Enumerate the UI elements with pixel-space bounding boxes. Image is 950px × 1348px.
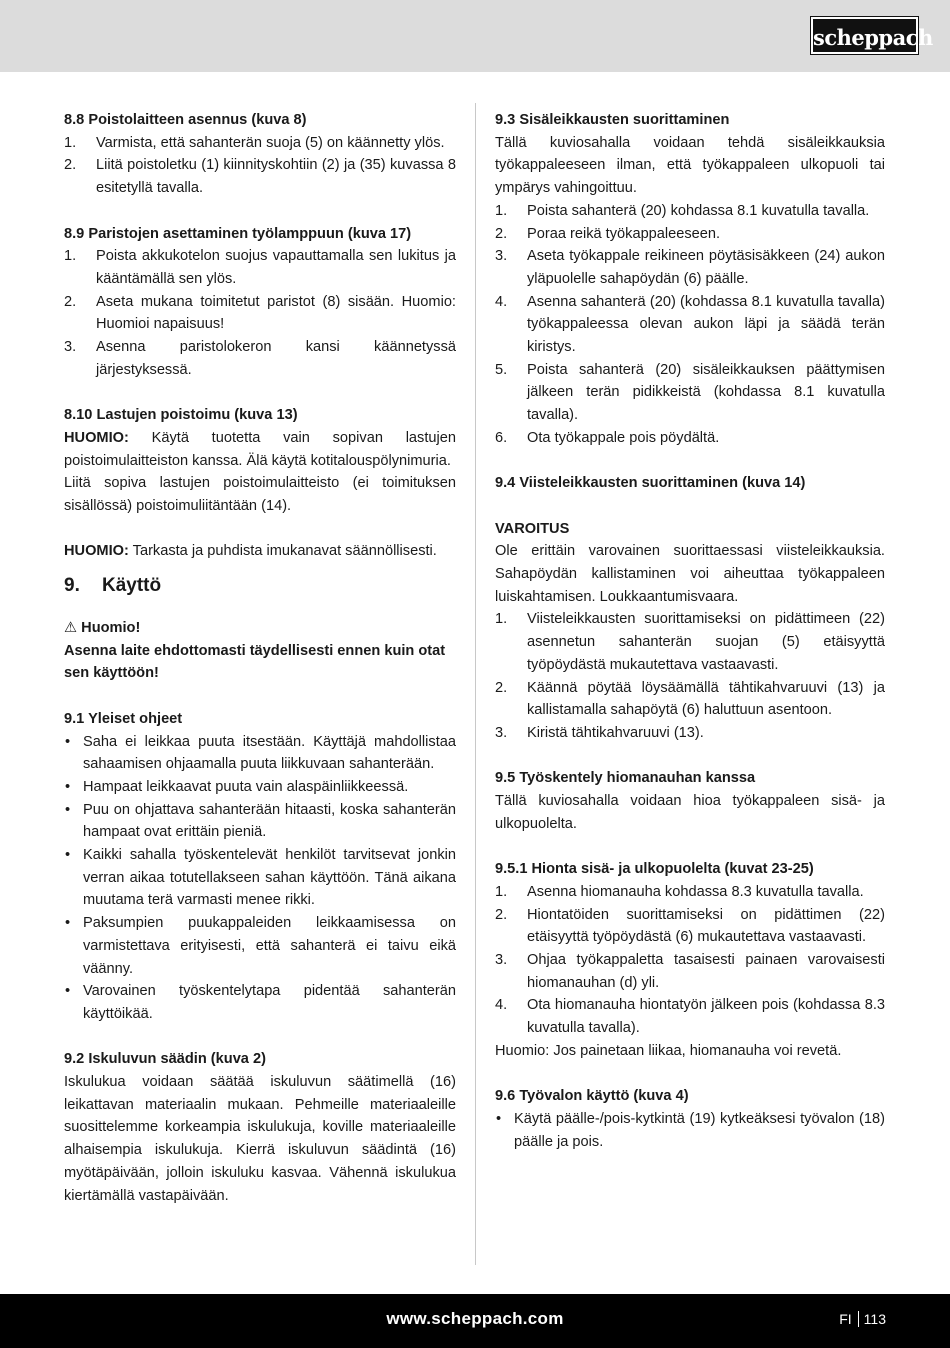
list-item: 2. Liitä poistoletku (1) kiinnityskohtiin (2) ja (35) kuvassa 8 esitetyllä tavalla. xyxy=(64,157,456,197)
bullet-list xyxy=(64,731,456,1026)
bullet-list xyxy=(495,1108,885,1153)
list-item: • Paksumpien puukappaleiden leikkaamisessa on varmistettava erityisesti, että sahanterä ei taivu eikä väänny. xyxy=(65,915,456,977)
numbered-list xyxy=(495,608,885,744)
list-item: 4. Ota hiomanauha hiontatyön jälkeen pois (kohdassa 8.3 kuvatulla tavalla). xyxy=(495,997,885,1037)
left-column xyxy=(64,109,456,1207)
note-paragraph: HUOMIO: Käytä tuotetta vain sopivan lastujen poistoimulaitteiston kanssa. Älä käytä kotitalouspölynimuria. xyxy=(64,429,456,469)
paragraph: Tällä kuviosahalla voidaan hioa työkappaleen sisä- ja ulkopuolelta. xyxy=(495,793,885,832)
list-item: 1. Varmista, että sahanterän suoja (5) on käännetty ylös. xyxy=(64,134,445,151)
warning-icon: ⚠ xyxy=(64,619,78,637)
list-item: 5. Poista sahanterä (20) sisäleikkauksen päättymisen jälkeen terän pidikkeistä (kohdassa 8.1 kuvatulla tavalla). xyxy=(495,361,885,424)
paragraph: Ole erittäin varovainen suorittaessasi viisteleikkauksia. Sahapöydän kallistaminen voi aiheuttaa työkappaleen luiskahtamisen. Loukkaantumisvaara. xyxy=(495,543,885,605)
paragraph: Liitä sopiva lastujen poistoimulaitteisto (ei toimituksen sisällössä) poistoimuliitäntään (14). xyxy=(64,475,456,514)
list-item: 3. Ohjaa työkappaletta tasaisesti painaen varovaisesti hiomanauhan (d) yli. xyxy=(495,951,885,991)
numbered-list xyxy=(495,881,885,1040)
list-item: 2. Hiontatöiden suorittamiseksi on pidättimen (22) etäisyyttä työpöydästä (6) mukautettava vastaavasti. xyxy=(495,906,885,946)
list-item: 1. Viisteleikkausten suorittamiseksi on pidättimeen (22) asennetun sahanterän suojan (5) etäisyyttä työpöydästä mukautettava vastaavasti. xyxy=(495,611,885,673)
list-item: 3. Kiristä tähtikahvaruuvi (13). xyxy=(495,724,704,741)
list-item: • Varovainen työskentelytapa pidentää sahanterän käyttöikää. xyxy=(65,983,456,1022)
section-heading: 9.3 Sisäleikkausten suorittaminen xyxy=(495,112,730,128)
website-link[interactable]: www.scheppach.com xyxy=(386,1309,564,1328)
list-item: 4. Asenna sahanterä (20) (kohdassa 8.1 kuvatulla tavalla) työkappaleessa olevan aukon läpi ja säädä terän kiristys. xyxy=(495,293,885,356)
note-paragraph: Huomio: Jos painetaan liikaa, hiomanauha voi revetä. xyxy=(495,1042,842,1059)
list-item: 6. Ota työkappale pois pöydältä. xyxy=(495,429,720,446)
list-item: 2. Käännä pöytää löysäämällä tähtikahvaruuvi (13) ja kallistamalla sahapöytä (6) haluttuun asentoon. xyxy=(495,679,885,719)
list-item: 3. Aseta työkappale reikineen pöytäsisäkkeen (24) aukon yläpuolelle sahapöydän (6) päälle. xyxy=(495,248,885,287)
header-band xyxy=(0,0,950,72)
numbered-list xyxy=(495,200,885,450)
section-heading: 8.10 Lastujen poistoimu (kuva 13) xyxy=(64,407,298,424)
list-item: • Puu on ohjattava sahanterään hitaasti, koska sahanterän hampaat ovat erittäin pieniä. xyxy=(65,801,456,841)
right-column xyxy=(495,109,885,1153)
chapter-heading: 9. Käyttö xyxy=(64,575,162,597)
page-number: FI 113 xyxy=(839,1311,886,1327)
section-heading: 9.2 Iskuluvun säädin (kuva 2) xyxy=(64,1051,266,1068)
section-heading: 9.5.1 Hionta sisä- ja ulkopuolelta (kuvat 23-25) xyxy=(495,861,814,878)
list-item: 1. Asenna hiomanauha kohdassa 8.3 kuvatulla tavalla. xyxy=(495,883,864,900)
list-item: 2. Poraa reikä työkappaleeseen. xyxy=(495,225,721,242)
list-item: 3. Asenna paristolokeron kansi käännetyssä järjestyksessä. xyxy=(64,339,456,378)
warning-title: ⚠ Huomio! xyxy=(64,619,141,637)
section-heading: 9.6 Työvalon käyttö (kuva 4) xyxy=(495,1088,689,1105)
list-item: 2. Aseta mukana toimitetut paristot (8) sisään. Huomio: Huomioi napaisuus! xyxy=(64,293,456,333)
numbered-list xyxy=(64,132,456,200)
numbered-list xyxy=(64,245,456,381)
warning-label: VAROITUS xyxy=(495,520,570,537)
warning-text: Asenna laite ehdottomasti täydellisesti ennen kuin otat sen käyttöön! xyxy=(64,642,446,682)
section-heading: 9.1 Yleiset ohjeet xyxy=(64,710,183,727)
paragraph: Tällä kuviosahalla voidaan tehdä sisäleikkauksia työkappaleeseen ilman, että työkappaleen ulkopuoli tai ympärys vahingoittuu. xyxy=(495,134,885,197)
note-paragraph: HUOMIO: Tarkasta ja puhdista imukanavat säännöllisesti. xyxy=(64,543,437,560)
list-item: • Kaikki sahalla työskentelevät henkilöt tarvitsevat jonkin verran aikaa totutellakseen sahan käyttöön. Tänä aikana muutama terä varmasti menee rikki. xyxy=(65,847,456,909)
list-item: 1. Poista sahanterä (20) kohdassa 8.1 kuvatulla tavalla. xyxy=(495,202,870,219)
list-item: • Käytä päälle-/pois-kytkintä (19) kytkeäksesi työvalon (18) päälle ja pois. xyxy=(496,1110,885,1150)
section-heading: 8.8 Poistolaitteen asennus (kuva 8) xyxy=(64,112,307,128)
brand-logo: scheppach xyxy=(811,17,918,54)
column-divider xyxy=(475,103,476,1265)
list-item: 1. Poista akkukotelon suojus vapauttamalla sen lukitus ja kääntämällä sen ylös. xyxy=(64,248,456,287)
paragraph: Iskulukua voidaan säätää iskuluvun säätimellä (16) leikattavan materiaalin mukaan. Pehmeille materiaaleille suosittelemme korkeampia iskulukuja, koville materiaaleille alhaisempia iskulukuja. Kierrä iskuluvun säädintä (16) myötäpäivään, jolloin iskuluku kasvaa. Vähennä iskulukua kiertämällä vastapäivään. xyxy=(64,1074,456,1204)
section-heading: 9.4 Viisteleikkausten suorittaminen (kuva 14) xyxy=(495,475,806,492)
section-heading: 9.5 Työskentely hiomanauhan kanssa xyxy=(495,770,756,787)
section-heading: 8.9 Paristojen asettaminen työlamppuun (kuva 17) xyxy=(64,225,412,242)
list-item: • Hampaat leikkaavat puuta vain alaspäinliikkeessä. xyxy=(65,778,409,795)
page-footer xyxy=(0,1294,950,1348)
list-item: • Saha ei leikkaa puuta itsestään. Käyttäjä mahdollistaa sahaamisen ohjaamalla puuta liikkuvaan sahanterään. xyxy=(65,733,456,773)
